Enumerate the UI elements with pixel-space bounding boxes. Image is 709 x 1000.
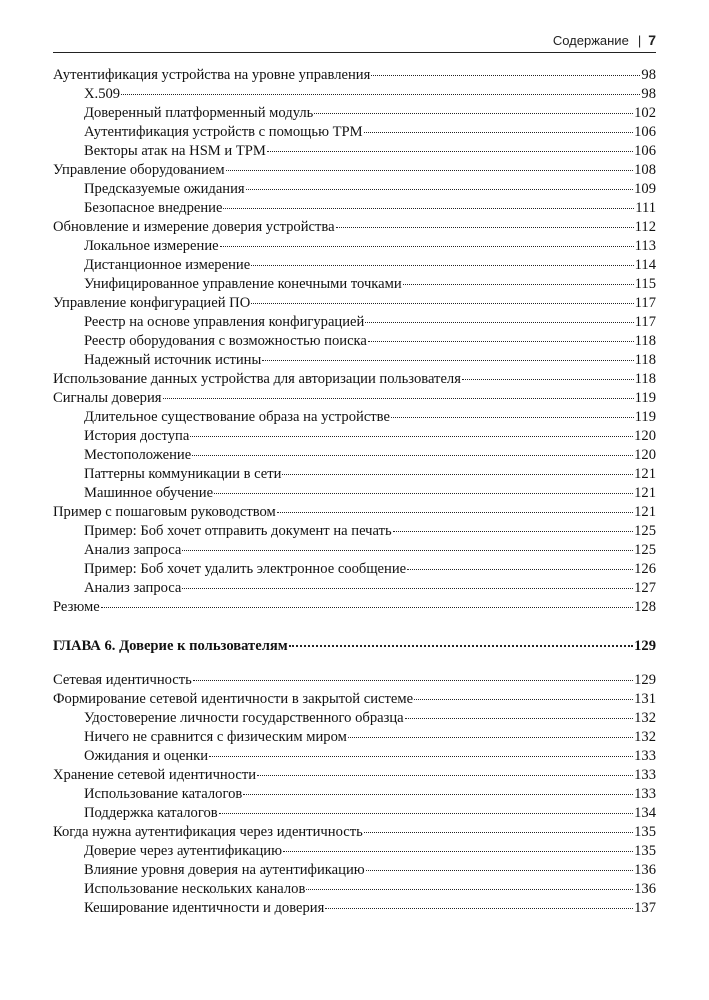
entry-title: Реестр оборудования с возможностью поиска [84, 333, 367, 349]
header-page-number: 7 [648, 32, 656, 48]
dot-leader [462, 378, 634, 380]
entry-title: Дистанционное измерение [84, 257, 251, 273]
entry-title: Влияние уровня доверия на аутентификацию [84, 862, 365, 878]
entry-title: Паттерны коммуникации в сети [84, 466, 282, 482]
dot-leader [364, 131, 633, 133]
header-section-title: Содержание [552, 33, 629, 48]
chapter-page-number: 129 [634, 638, 656, 654]
header-separator: | [637, 33, 642, 48]
entry-title: Длительное существование образа на устройстве [84, 409, 390, 425]
toc-subentry[interactable] [53, 728, 656, 747]
entry-title: История доступа [84, 428, 190, 444]
entry-page-number: 121 [634, 466, 656, 482]
toc-subentry[interactable] [53, 465, 656, 484]
toc-subentry[interactable] [53, 104, 656, 123]
chapter-title: ГЛАВА 6. Доверие к пользователям [53, 638, 288, 654]
dot-leader [163, 397, 634, 399]
entry-title: Безопасное внедрение [84, 200, 223, 216]
toc-subentry[interactable] [53, 842, 656, 861]
entry-page-number: 106 [634, 143, 656, 159]
entry-page-number: 119 [634, 409, 656, 425]
entry-page-number: 114 [634, 257, 656, 273]
entry-page-number: 135 [634, 824, 656, 840]
toc-subentry[interactable] [53, 180, 656, 199]
toc-entry[interactable] [53, 294, 656, 313]
entry-page-number: 133 [634, 748, 656, 764]
toc-entry[interactable] [53, 66, 656, 85]
toc-entry[interactable] [53, 690, 656, 709]
dot-leader [193, 679, 633, 681]
toc-subentry[interactable] [53, 804, 656, 823]
toc-subentry[interactable] [53, 123, 656, 142]
toc-subentry[interactable] [53, 427, 656, 446]
dot-leader [282, 473, 633, 475]
entry-title: Анализ запроса [84, 542, 182, 558]
dot-leader [314, 112, 633, 114]
entry-page-number: 131 [634, 691, 656, 707]
entry-page-number: 118 [634, 333, 656, 349]
dot-leader [405, 717, 633, 719]
dot-leader [190, 435, 633, 437]
toc-section-continued [53, 66, 656, 617]
entry-title: Сетевая идентичность [53, 672, 192, 688]
entry-title: Доверие через аутентификацию [84, 843, 282, 859]
dot-leader [348, 736, 633, 738]
entry-page-number: 117 [634, 295, 656, 311]
dot-leader [336, 226, 634, 228]
entry-page-number: 98 [641, 67, 656, 83]
dot-leader [325, 907, 633, 909]
toc-entry[interactable] [53, 766, 656, 785]
entry-page-number: 129 [634, 672, 656, 688]
entry-page-number: 132 [634, 710, 656, 726]
dot-leader [182, 587, 633, 589]
dot-leader [368, 340, 634, 342]
entry-page-number: 125 [634, 542, 656, 558]
dot-leader [209, 755, 633, 757]
entry-page-number: 113 [634, 238, 656, 254]
dot-leader [243, 793, 633, 795]
dot-leader [251, 302, 633, 304]
entry-page-number: 108 [634, 162, 656, 178]
toc-entry[interactable] [53, 370, 656, 389]
entry-title: Управление конфигурацией ПО [53, 295, 251, 311]
entry-page-number: 136 [634, 881, 656, 897]
entry-page-number: 137 [634, 900, 656, 916]
toc-subentry[interactable] [53, 313, 656, 332]
toc-subentry[interactable] [53, 579, 656, 598]
entry-page-number: 120 [634, 447, 656, 463]
dot-leader [101, 606, 633, 608]
entry-page-number: 120 [634, 428, 656, 444]
entry-page-number: 121 [634, 504, 656, 520]
entry-title: Поддержка каталогов [84, 805, 218, 821]
entry-page-number: 98 [641, 86, 656, 102]
dot-leader [414, 698, 633, 700]
entry-title: Кеширование идентичности и доверия [84, 900, 325, 916]
toc-entry[interactable] [53, 671, 656, 690]
entry-title: Использование данных устройства для авторизации пользователя [53, 371, 461, 387]
dot-leader [220, 245, 634, 247]
dot-leader [364, 831, 633, 833]
entry-page-number: 117 [634, 314, 656, 330]
toc-subentry[interactable] [53, 256, 656, 275]
entry-page-number: 135 [634, 843, 656, 859]
entry-title: Сигналы доверия [53, 390, 162, 406]
entry-title: Реестр на основе управления конфигурацией [84, 314, 365, 330]
toc-subentry[interactable] [53, 785, 656, 804]
entry-page-number: 133 [634, 786, 656, 802]
toc-subentry[interactable] [53, 861, 656, 880]
entry-title: Предсказуемые ожидания [84, 181, 245, 197]
entry-title: Доверенный платформенный модуль [84, 105, 314, 121]
entry-title: Управление оборудованием [53, 162, 225, 178]
entry-title: Аутентификация устройств с помощью TPM [84, 124, 363, 140]
toc-subentry[interactable] [53, 899, 656, 918]
toc-subentry[interactable] [53, 709, 656, 728]
dot-leader [219, 812, 633, 814]
entry-title: Использование каталогов [84, 786, 243, 802]
dot-leader [262, 359, 633, 361]
entry-page-number: 133 [634, 767, 656, 783]
entry-title: Резюме [53, 599, 100, 615]
entry-title: Ожидания и оценки [84, 748, 209, 764]
entry-title: Унифицированное управление конечными точками [84, 276, 402, 292]
entry-page-number: 127 [634, 580, 656, 596]
toc-subentry[interactable] [53, 332, 656, 351]
toc-subentry[interactable] [53, 747, 656, 766]
entry-title: Использование нескольких каналов [84, 881, 306, 897]
header-text [553, 32, 656, 48]
entry-title: Пример с пошаговым руководством [53, 504, 276, 520]
entry-page-number: 128 [634, 599, 656, 615]
entry-title: Удостоверение личности государственного образца [84, 710, 404, 726]
toc-subentry[interactable] [53, 237, 656, 256]
entry-page-number: 132 [634, 729, 656, 745]
running-header [53, 32, 656, 53]
entry-title: Формирование сетевой идентичности в закрытой системе [53, 691, 414, 707]
entry-page-number: 115 [634, 276, 656, 292]
entry-page-number: 106 [634, 124, 656, 140]
toc-subentry[interactable] [53, 541, 656, 560]
entry-page-number: 125 [634, 523, 656, 539]
chapter-heading[interactable] [53, 637, 656, 656]
entry-title: Пример: Боб хочет удалить электронное сообщение [84, 561, 407, 577]
toc-subentry[interactable] [53, 408, 656, 427]
entry-page-number: 118 [634, 352, 656, 368]
entry-title: X.509 [84, 86, 121, 102]
entry-page-number: 126 [634, 561, 656, 577]
entry-title: Надежный источник истины [84, 352, 262, 368]
toc-subentry[interactable] [53, 351, 656, 370]
dot-leader [283, 850, 633, 852]
toc-entry[interactable] [53, 598, 656, 617]
dot-leader [393, 530, 633, 532]
toc-subentry[interactable] [53, 85, 656, 104]
entry-page-number: 102 [634, 105, 656, 121]
dot-leader [223, 207, 634, 209]
toc-subentry[interactable] [53, 199, 656, 218]
entry-page-number: 136 [634, 862, 656, 878]
dot-leader [365, 321, 633, 323]
dot-leader [182, 549, 633, 551]
entry-page-number: 134 [634, 805, 656, 821]
toc-subentry[interactable] [53, 446, 656, 465]
dot-leader [371, 74, 640, 76]
dot-leader [257, 774, 633, 776]
entry-title: Машинное обучение [84, 485, 214, 501]
toc-subentry[interactable] [53, 522, 656, 541]
table-of-contents [53, 66, 656, 918]
entry-title: Обновление и измерение доверия устройства [53, 219, 335, 235]
entry-title: Локальное измерение [84, 238, 219, 254]
entry-title: Векторы атак на HSM и TPM [84, 143, 266, 159]
dot-leader [407, 568, 633, 570]
dot-leader [366, 869, 633, 871]
entry-title: Когда нужна аутентификация через идентичность [53, 824, 363, 840]
dot-leader [246, 188, 633, 190]
toc-subentry[interactable] [53, 275, 656, 294]
dot-leader [277, 511, 633, 513]
toc-chapter-6 [53, 671, 656, 918]
entry-title: Аутентификация устройства на уровне управления [53, 67, 371, 83]
dot-leader [121, 93, 640, 95]
toc-entry[interactable] [53, 823, 656, 842]
dot-leader [251, 264, 633, 266]
entry-page-number: 109 [634, 181, 656, 197]
toc-entry[interactable] [53, 389, 656, 408]
dot-leader [403, 283, 634, 285]
toc-subentry[interactable] [53, 560, 656, 579]
toc-subentry[interactable] [53, 880, 656, 899]
dot-leader [267, 150, 633, 152]
entry-title: Ничего не сравнится с физическим миром [84, 729, 347, 745]
entry-page-number: 121 [634, 485, 656, 501]
entry-title: Анализ запроса [84, 580, 182, 596]
dot-leader [289, 644, 633, 647]
toc-subentry[interactable] [53, 484, 656, 503]
toc-entry[interactable] [53, 218, 656, 237]
entry-page-number: 118 [634, 371, 656, 387]
dot-leader [214, 492, 633, 494]
entry-title: Пример: Боб хочет отправить документ на печать [84, 523, 392, 539]
dot-leader [306, 888, 633, 890]
dot-leader [192, 454, 633, 456]
dot-leader [391, 416, 634, 418]
toc-entry[interactable] [53, 503, 656, 522]
dot-leader [226, 169, 634, 171]
entry-page-number: 119 [634, 390, 656, 406]
entry-title: Хранение сетевой идентичности [53, 767, 257, 783]
entry-page-number: 111 [635, 200, 656, 216]
toc-entry[interactable] [53, 161, 656, 180]
entry-page-number: 112 [634, 219, 656, 235]
entry-title: Местоположение [84, 447, 192, 463]
toc-subentry[interactable] [53, 142, 656, 161]
